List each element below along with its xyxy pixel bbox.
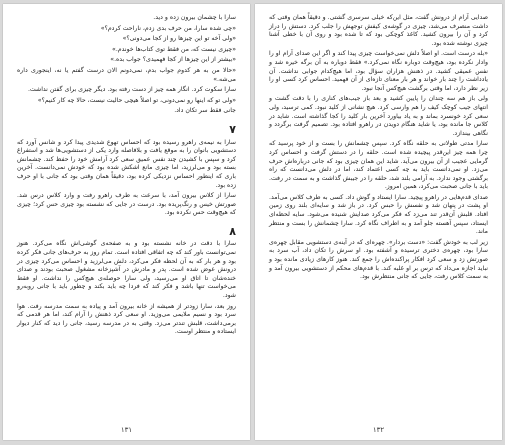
- dialogue-line: «حالا من به هر کدوم جواب بدم، نمی‌دونم الان درست گفتم یا نه، اینجوری داره می‌شه.»: [17, 66, 236, 83]
- body-paragraph: صدای قدم‌هایی در راهرو پیچید. سارا ایستاد و گوش داد. کسی به طرف کلاس می‌آمد. او پشت در پنهان شد و نفسش را حبس کرد. در باز شد و سایه‌ای بلند روی زمین افتاد. قلبش آن‌قدر تند می‌زد که فکر می‌کرد صدایش شنیده می‌شود. سایه لحظه‌ای ایستاد، سپس آهسته جلو آمد و به اطراف نگاه کرد. سارا چشمانش را بست و منتظر ماند.: [269, 193, 488, 236]
- chapter-number-7: ۷: [229, 122, 236, 136]
- right-page-body: [269, 14, 488, 284]
- dialogue-line: «بیشتر از این چیزها از کجا فهمیدی؟ جواب بده.»: [110, 56, 236, 64]
- body-paragraph: سارا از کلاس بیرون آمد، با سرعت به طرف راهرو رفت و وارد کلاس درس شد. صورتش خیس و رنگ‌پریده بود. درست در جایی که نشسته بود چیزی حس کرد؛ چیزی که هیچ‌وقت حس نکرده بود.: [17, 192, 236, 217]
- body-paragraph: زیر لب به خودش گفت: «دست بردار». چهره‌ای که در آینه‌ی دستشویی مقابل چهره‌ی سارا بود، چهره‌ی دختری ترسیده و آشفته بود. او سرش را تکان داد، آب سرد به صورتش زد و سعی کرد افکار پراکنده‌اش را جمع کند. هنوز کارهای زیادی مانده بود و نباید اجازه می‌داد که ترس بر او غلبه کند. با قدم‌های محکم از دستشویی بیرون آمد و به سمت کلاس رفت، جایی که جانی منتظرش بود.: [269, 238, 488, 281]
- page-number: ۱۳۱: [120, 426, 133, 434]
- right-page: [255, 4, 502, 440]
- left-page-body: [17, 14, 236, 339]
- body-paragraph: سارا مدتی طولانی به حلقه نگاه کرد. سپس چشمانش را بست و از خود پرسید که چرا همه چیز این‌قدر پیچیده شده است. حلقه را در دستش گرفت و احساس کرد گرمایی عجیب از آن بیرون می‌آید. شاید این همان چیزی بود که جانی درباره‌اش حرف می‌زد. او نمی‌دانست باید به چه کسی اعتماد کند، اما در دلش می‌دانست که راه برگشتی وجود ندارد. به آرامی بلند شد، حلقه را در جیبش گذاشت و به سمت در رفت. باید با جانی صحبت می‌کرد، همین امروز.: [269, 140, 488, 191]
- body-paragraph: روز بعد، سارا زودتر از همیشه از خانه بیرون آمد و پیاده به سمت مدرسه رفت. هوا سرد بود و نسیم ملایمی می‌وزید. او سعی کرد ذهنش را آرام کند، اما هر قدمی که برمی‌داشت، قلبش تندتر می‌زد. وقتی به در مدرسه رسید، جانی را دید که کنار دیوار ایستاده و منتظر اوست.: [17, 302, 236, 336]
- dialogue-line: «چی شده سارا، من حرف بدی زدم، ناراحت کردم؟»: [100, 24, 236, 32]
- body-paragraph: سارا به نیمه‌ی راهرو رسیده بود که احساس تهوع شدیدی پیدا کرد و شانس آورد که دستشویی بانوان را به موقع یافت و بلافاصله وارد یکی از دستشویی‌ها شد و استفراغ کرد و سپس با کشیدن چند نفس عمیق سعی کرد آرامش خود را حفظ کند. چشمانش بسته بود و می‌لرزید، اما چیزی مانع اشکش شده بود که خودش نمی‌دانست. آخرین باری که اینطور احساس نزدیکی کرده بود، دقیقاً همان وقتی بود که جانی با او حرف زده بود.: [17, 138, 236, 189]
- dialogue-line: جانی فقط سر تکان داد.: [174, 107, 236, 115]
- left-page: [3, 4, 250, 440]
- page-number: ۱۳۲: [372, 426, 385, 434]
- body-paragraph: سارا با دقت در خانه نشسته بود و به صفحه‌ی گوشی‌اش نگاه می‌کرد. هنوز نمی‌توانست باور کند که چه اتفاقی افتاده است. تمام روز به حرف‌های جانی فکر کرده بود و هر بار که به آن لحظه فکر می‌کرد، دلش می‌لرزید و احساس می‌کرد چیزی در درونش عوض شده است. پدر و مادرش در آشپزخانه مشغول صحبت بودند و صدای خنده‌شان تا اتاق او می‌رسید، ولی سارا حوصله‌ی هیچ‌کس را نداشت. او فقط می‌خواست تنها باشد و فکر کند که فردا چه باید بکند و چطور باید با جانی روبه‌رو شود.: [17, 240, 236, 300]
- dialogue-line: سارا سکوت کرد. انگار همه چیز از دست رفته بود. دیگر چیزی برای گفتن نداشت.: [27, 86, 236, 94]
- dialogue-line: سارا با چشمان بیرون زده و دید.: [153, 14, 236, 21]
- chapter-number-8: ۸: [229, 224, 236, 238]
- body-paragraph: صدایی آرام از درونش گفت، مثل این‌که خیلی سرسری گشتی. و دقیقاً همان وقتی که داشت منصرف می‌شد، چیزی در گوشه‌ی کیفش توجهش را جلب کرد. دستش را دراز کرد و آن را بیرون کشید. کاغذ کوچکی بود که تا شده بود و روی آن با خطی آشنا چیزی نوشته شده بود.: [269, 14, 488, 47]
- dialogue-line: «ولی تو که اینها رو نمی‌دونی، تو اصلاً هیچی حالیت نیست، حالا چه کار کنیم؟»: [37, 96, 236, 104]
- body-paragraph: «بله درست است. او اصلاً دلش نمی‌خواست چیزی پیدا کند و اگر این صدای آرام او را وادار نکرده بود، هیچ‌وقت دوباره نگاه نمی‌کرد.» فقط دوباره به آن برگه خیره شد و نفس عمیقی کشید. در ذهنش هزاران سؤال بود، اما هیچ‌کدام جوابی نداشت. آن یادداشت را چند بار خواند و هر بار معنای تازه‌ای از آن فهمید. احساس کرد کسی او را زیر نظر دارد، اما وقتی برگشت هیچ‌کس آنجا نبود.: [269, 50, 488, 92]
- body-paragraph: ولی باز هم سه چندان را پایین کشید و بعد باز جیب‌های کناری را با دقت گشت و انتهای جیب کوچک کیف را هم وارسی کرد. هیچ نشانی از کلید نبود. کمی ترسید، ولی سعی کرد خونسرد بماند و به یاد بیاورد آخرین بار کلید را کجا گذاشته است. شاید در کلاس جا مانده بود، یا شاید هنگام دویدن در راهرو افتاده بود. تصمیم گرفت برگردد و نگاهی بیندازد.: [269, 95, 488, 137]
- dialogue-line: «چیزی نیست که، من فقط توی کتاب‌ها خوندم.»: [112, 45, 236, 53]
- dialogue-line: «ولی آخه تو این چیزها رو از کجا می‌دونی؟»: [122, 35, 236, 43]
